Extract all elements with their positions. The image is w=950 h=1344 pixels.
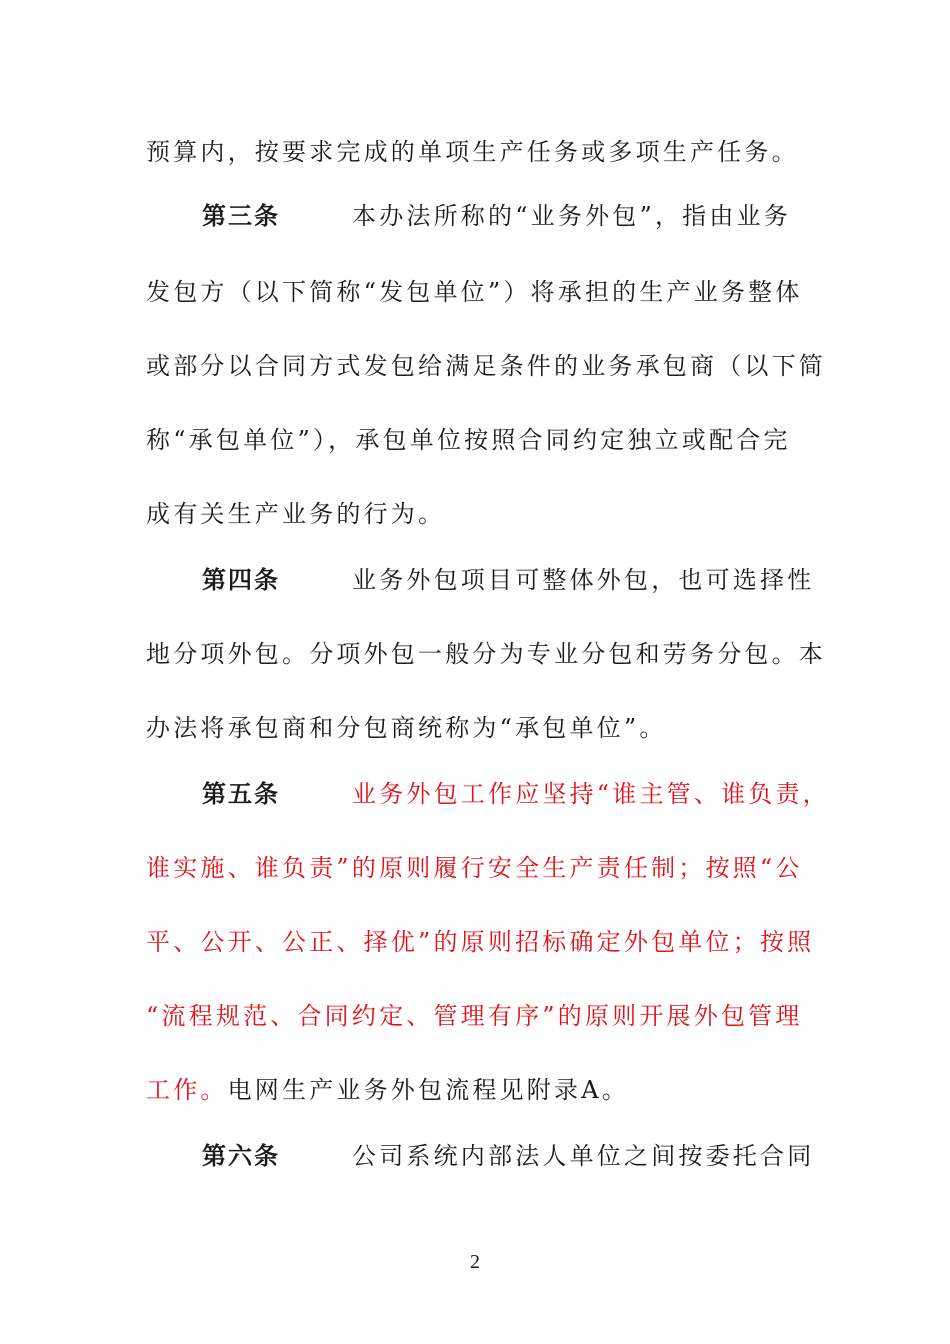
text-span: 办法将承包商和分包商统称为“承包单位”。 bbox=[146, 714, 667, 742]
highlighted-line bbox=[146, 848, 806, 888]
article-6-line bbox=[202, 1136, 862, 1176]
highlighted-line bbox=[146, 996, 806, 1036]
highlighted-text: “流程规范、合同约定、管理有序”的原则开展外包管理 bbox=[146, 1002, 803, 1030]
article-3-line bbox=[202, 196, 862, 236]
text-span: 本办法所称的“业务外包”，指由业务 bbox=[352, 202, 791, 230]
text-span: 地分项外包。分项外包一般分为专业分包和劳务分包。本 bbox=[146, 640, 826, 668]
text-span: 发包方（以下简称“发包单位”）将承担的生产业务整体 bbox=[146, 278, 803, 306]
text-span: 预算内，按要求完成的单项生产任务或多项生产任务。 bbox=[146, 138, 799, 166]
text-line bbox=[146, 420, 806, 460]
text-span: 成有关生产业务的行为。 bbox=[146, 500, 446, 528]
text-span: 称“承包单位”），承包单位按照合同约定独立或配合完 bbox=[146, 426, 791, 454]
article-4-heading: 第四条 bbox=[202, 566, 280, 594]
article-5-heading: 第五条 bbox=[202, 780, 280, 808]
text-line bbox=[146, 346, 826, 386]
article-3-heading: 第三条 bbox=[202, 202, 280, 230]
article-4-line bbox=[202, 560, 862, 600]
text-span: 电网生产业务外包流程见附录A。 bbox=[227, 1076, 629, 1104]
highlighted-line bbox=[146, 922, 815, 962]
highlighted-text: 平、公开、公正、择优”的原则招标确定外包单位；按照 bbox=[146, 928, 815, 956]
text-line bbox=[146, 634, 826, 674]
text-line bbox=[146, 494, 806, 534]
article-5-line bbox=[202, 774, 862, 814]
text-line bbox=[146, 132, 806, 172]
text-span: 或部分以合同方式发包给满足条件的业务承包商（以下简 bbox=[146, 352, 826, 380]
text-span: 业务外包项目可整体外包，也可选择性 bbox=[352, 566, 815, 594]
page-number: 2 bbox=[470, 1251, 480, 1273]
highlighted-text: 业务外包工作应坚持“谁主管、谁负责， bbox=[352, 780, 830, 808]
text-line bbox=[146, 272, 806, 312]
highlighted-text: 谁实施、谁负责”的原则履行安全生产责任制；按照“公 bbox=[146, 854, 803, 882]
article-6-heading: 第六条 bbox=[202, 1142, 280, 1170]
text-line bbox=[146, 1070, 806, 1110]
text-span: 公司系统内部法人单位之间按委托合同 bbox=[352, 1142, 815, 1170]
highlighted-text: 工作。 bbox=[146, 1076, 228, 1104]
text-line bbox=[146, 708, 806, 748]
